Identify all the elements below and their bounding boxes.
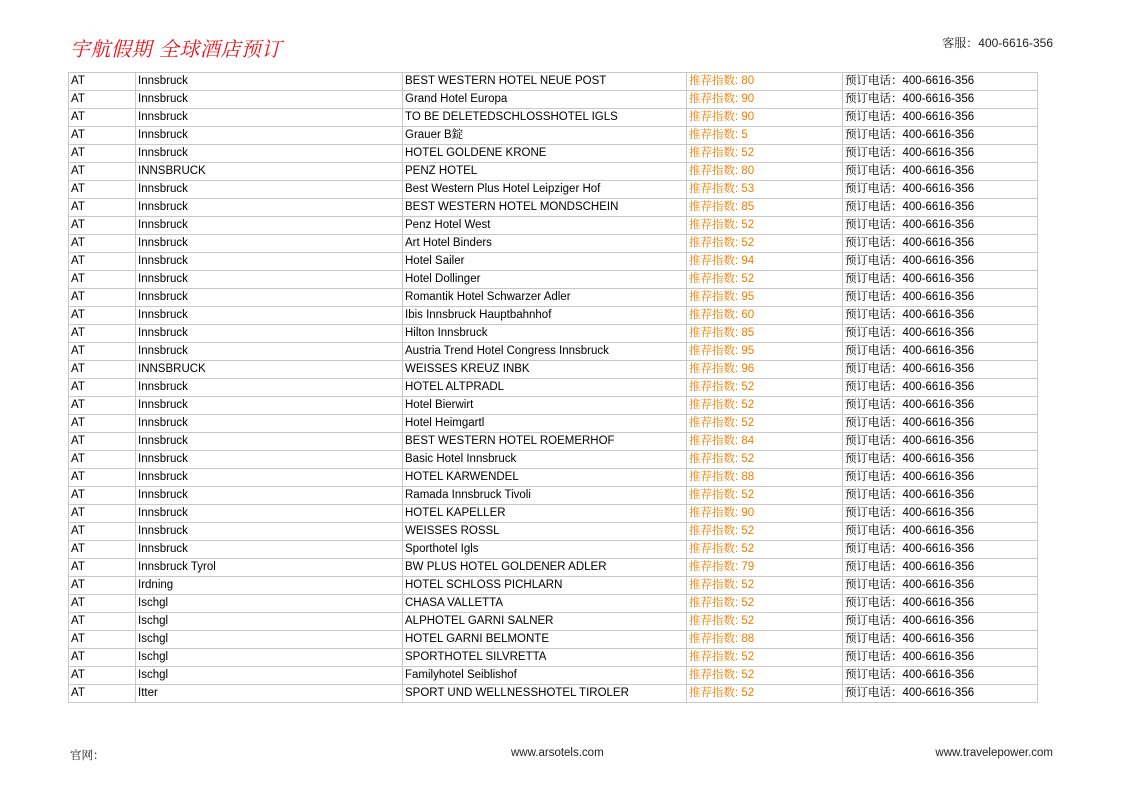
cell-hotel-name: Ibis Innsbruck Hauptbahnhof xyxy=(403,307,687,325)
cell-city: INNSBRUCK xyxy=(136,361,403,379)
cell-recommend-score: 推荐指数: 96 xyxy=(687,361,843,379)
cell-city: Innsbruck xyxy=(136,505,403,523)
cell-hotel-name: CHASA VALLETTA xyxy=(403,595,687,613)
hotel-table xyxy=(68,72,1038,703)
cell-hotel-name: Familyhotel Seiblishof xyxy=(403,667,687,685)
table-row xyxy=(69,415,1038,433)
cell-recommend-score: 推荐指数: 84 xyxy=(687,433,843,451)
cell-booking-phone: 预订电话：400-6616-356 xyxy=(843,199,1038,217)
cell-country: AT xyxy=(69,559,136,577)
cell-recommend-score: 推荐指数: 52 xyxy=(687,613,843,631)
cell-city: Innsbruck xyxy=(136,145,403,163)
table-row xyxy=(69,235,1038,253)
cell-booking-phone: 预订电话：400-6616-356 xyxy=(843,541,1038,559)
cell-booking-phone: 预订电话：400-6616-356 xyxy=(843,685,1038,703)
cell-city: INNSBRUCK xyxy=(136,163,403,181)
cell-booking-phone: 预订电话：400-6616-356 xyxy=(843,577,1038,595)
cell-booking-phone: 预订电话：400-6616-356 xyxy=(843,505,1038,523)
cell-booking-phone: 预订电话：400-6616-356 xyxy=(843,271,1038,289)
table-row xyxy=(69,487,1038,505)
cell-country: AT xyxy=(69,415,136,433)
table-row xyxy=(69,397,1038,415)
cell-hotel-name: Hotel Sailer xyxy=(403,253,687,271)
cell-hotel-name: BEST WESTERN HOTEL NEUE POST xyxy=(403,73,687,91)
cell-recommend-score: 推荐指数: 90 xyxy=(687,109,843,127)
table-row xyxy=(69,685,1038,703)
cell-city: Innsbruck xyxy=(136,73,403,91)
cell-country: AT xyxy=(69,199,136,217)
cell-booking-phone: 预订电话：400-6616-356 xyxy=(843,469,1038,487)
cell-country: AT xyxy=(69,235,136,253)
footer-website-label: 官网： xyxy=(70,750,105,762)
cell-booking-phone: 预订电话：400-6616-356 xyxy=(843,289,1038,307)
cell-city: Innsbruck xyxy=(136,451,403,469)
cell-country: AT xyxy=(69,469,136,487)
cell-recommend-score: 推荐指数: 52 xyxy=(687,523,843,541)
cell-booking-phone: 预订电话：400-6616-356 xyxy=(843,109,1038,127)
cell-booking-phone: 预订电话：400-6616-356 xyxy=(843,451,1038,469)
cell-hotel-name: WEISSES KREUZ INBK xyxy=(403,361,687,379)
cell-hotel-name: SPORTHOTEL SILVRETTA xyxy=(403,649,687,667)
cell-hotel-name: BEST WESTERN HOTEL MONDSCHEIN xyxy=(403,199,687,217)
table-row xyxy=(69,613,1038,631)
table-row xyxy=(69,253,1038,271)
table-row xyxy=(69,649,1038,667)
cell-recommend-score: 推荐指数: 95 xyxy=(687,343,843,361)
cell-city: Innsbruck xyxy=(136,541,403,559)
cell-country: AT xyxy=(69,181,136,199)
cell-recommend-score: 推荐指数: 60 xyxy=(687,307,843,325)
cell-country: AT xyxy=(69,379,136,397)
cell-city: Innsbruck xyxy=(136,343,403,361)
cell-recommend-score: 推荐指数: 94 xyxy=(687,253,843,271)
cell-country: AT xyxy=(69,91,136,109)
table-row xyxy=(69,307,1038,325)
cell-recommend-score: 推荐指数: 95 xyxy=(687,289,843,307)
cell-country: AT xyxy=(69,613,136,631)
cell-hotel-name: Hotel Bierwirt xyxy=(403,397,687,415)
table-row xyxy=(69,469,1038,487)
cell-hotel-name: BEST WESTERN HOTEL ROEMERHOF xyxy=(403,433,687,451)
cell-city: Ischgl xyxy=(136,649,403,667)
cell-booking-phone: 预订电话：400-6616-356 xyxy=(843,235,1038,253)
cell-recommend-score: 推荐指数: 52 xyxy=(687,685,843,703)
cell-recommend-score: 推荐指数: 52 xyxy=(687,649,843,667)
cell-city: Innsbruck xyxy=(136,487,403,505)
table-row xyxy=(69,109,1038,127)
cell-country: AT xyxy=(69,325,136,343)
cell-hotel-name: WEISSES ROSSL xyxy=(403,523,687,541)
cell-country: AT xyxy=(69,505,136,523)
cell-recommend-score: 推荐指数: 80 xyxy=(687,163,843,181)
cell-booking-phone: 预订电话：400-6616-356 xyxy=(843,523,1038,541)
cell-city: Itter xyxy=(136,685,403,703)
cell-hotel-name: HOTEL KARWENDEL xyxy=(403,469,687,487)
cell-hotel-name: HOTEL KAPELLER xyxy=(403,505,687,523)
cell-country: AT xyxy=(69,253,136,271)
table-row xyxy=(69,127,1038,145)
cell-booking-phone: 预订电话：400-6616-356 xyxy=(843,325,1038,343)
cell-city: Innsbruck Tyrol xyxy=(136,559,403,577)
cell-booking-phone: 预订电话：400-6616-356 xyxy=(843,595,1038,613)
cell-city: Innsbruck xyxy=(136,469,403,487)
cell-recommend-score: 推荐指数: 90 xyxy=(687,91,843,109)
cell-country: AT xyxy=(69,595,136,613)
cell-hotel-name: HOTEL GARNI BELMONTE xyxy=(403,631,687,649)
cell-city: Innsbruck xyxy=(136,109,403,127)
service-hotline: 客服：400-6616-356 xyxy=(942,36,1053,50)
cell-country: AT xyxy=(69,163,136,181)
cell-country: AT xyxy=(69,577,136,595)
cell-recommend-score: 推荐指数: 53 xyxy=(687,181,843,199)
cell-hotel-name: Hilton Innsbruck xyxy=(403,325,687,343)
cell-hotel-name: Ramada Innsbruck Tivoli xyxy=(403,487,687,505)
cell-booking-phone: 预订电话：400-6616-356 xyxy=(843,487,1038,505)
table-row xyxy=(69,343,1038,361)
table-row xyxy=(69,541,1038,559)
cell-city: Innsbruck xyxy=(136,271,403,289)
cell-city: Ischgl xyxy=(136,631,403,649)
cell-recommend-score: 推荐指数: 52 xyxy=(687,145,843,163)
table-row xyxy=(69,145,1038,163)
cell-hotel-name: TO BE DELETEDSCHLOSSHOTEL IGLS xyxy=(403,109,687,127)
cell-city: Innsbruck xyxy=(136,433,403,451)
cell-city: Innsbruck xyxy=(136,523,403,541)
cell-recommend-score: 推荐指数: 52 xyxy=(687,415,843,433)
cell-booking-phone: 预订电话：400-6616-356 xyxy=(843,181,1038,199)
cell-city: Innsbruck xyxy=(136,379,403,397)
cell-city: Ischgl xyxy=(136,667,403,685)
cell-country: AT xyxy=(69,145,136,163)
cell-booking-phone: 预订电话：400-6616-356 xyxy=(843,631,1038,649)
cell-hotel-name: HOTEL SCHLOSS PICHLARN xyxy=(403,577,687,595)
page-title: 宇航假期 全球酒店预订 xyxy=(70,37,282,61)
cell-hotel-name: Romantik Hotel Schwarzer Adler xyxy=(403,289,687,307)
cell-recommend-score: 推荐指数: 80 xyxy=(687,73,843,91)
cell-city: Innsbruck xyxy=(136,235,403,253)
cell-booking-phone: 预订电话：400-6616-356 xyxy=(843,667,1038,685)
table-row xyxy=(69,91,1038,109)
cell-country: AT xyxy=(69,487,136,505)
cell-city: Innsbruck xyxy=(136,127,403,145)
cell-booking-phone: 预订电话：400-6616-356 xyxy=(843,649,1038,667)
cell-city: Innsbruck xyxy=(136,397,403,415)
table-row xyxy=(69,505,1038,523)
cell-country: AT xyxy=(69,631,136,649)
cell-country: AT xyxy=(69,685,136,703)
cell-recommend-score: 推荐指数: 52 xyxy=(687,217,843,235)
cell-country: AT xyxy=(69,433,136,451)
cell-booking-phone: 预订电话：400-6616-356 xyxy=(843,415,1038,433)
cell-recommend-score: 推荐指数: 85 xyxy=(687,325,843,343)
cell-hotel-name: HOTEL ALTPRADL xyxy=(403,379,687,397)
table-row xyxy=(69,433,1038,451)
cell-recommend-score: 推荐指数: 52 xyxy=(687,379,843,397)
cell-hotel-name: Grand Hotel Europa xyxy=(403,91,687,109)
cell-recommend-score: 推荐指数: 79 xyxy=(687,559,843,577)
cell-city: Innsbruck xyxy=(136,307,403,325)
cell-country: AT xyxy=(69,73,136,91)
cell-hotel-name: HOTEL GOLDENE KRONE xyxy=(403,145,687,163)
cell-booking-phone: 预订电话：400-6616-356 xyxy=(843,145,1038,163)
cell-booking-phone: 预订电话：400-6616-356 xyxy=(843,253,1038,271)
cell-recommend-score: 推荐指数: 52 xyxy=(687,595,843,613)
cell-hotel-name: Penz Hotel West xyxy=(403,217,687,235)
cell-booking-phone: 预订电话：400-6616-356 xyxy=(843,73,1038,91)
cell-recommend-score: 推荐指数: 88 xyxy=(687,631,843,649)
table-row xyxy=(69,559,1038,577)
cell-hotel-name: ALPHOTEL GARNI SALNER xyxy=(403,613,687,631)
cell-city: Innsbruck xyxy=(136,91,403,109)
table-row xyxy=(69,361,1038,379)
cell-country: AT xyxy=(69,397,136,415)
cell-booking-phone: 预订电话：400-6616-356 xyxy=(843,559,1038,577)
cell-booking-phone: 预订电话：400-6616-356 xyxy=(843,613,1038,631)
table-row xyxy=(69,667,1038,685)
table-row xyxy=(69,379,1038,397)
cell-recommend-score: 推荐指数: 5 xyxy=(687,127,843,145)
table-row xyxy=(69,163,1038,181)
table-row xyxy=(69,289,1038,307)
cell-booking-phone: 预订电话：400-6616-356 xyxy=(843,361,1038,379)
cell-booking-phone: 预订电话：400-6616-356 xyxy=(843,217,1038,235)
cell-city: Innsbruck xyxy=(136,325,403,343)
table-row xyxy=(69,181,1038,199)
cell-recommend-score: 推荐指数: 52 xyxy=(687,271,843,289)
cell-city: Ischgl xyxy=(136,613,403,631)
cell-country: AT xyxy=(69,523,136,541)
cell-country: AT xyxy=(69,361,136,379)
cell-country: AT xyxy=(69,649,136,667)
cell-recommend-score: 推荐指数: 85 xyxy=(687,199,843,217)
cell-booking-phone: 预订电话：400-6616-356 xyxy=(843,91,1038,109)
cell-city: Innsbruck xyxy=(136,415,403,433)
cell-hotel-name: Hotel Heimgartl xyxy=(403,415,687,433)
cell-hotel-name: Basic Hotel Innsbruck xyxy=(403,451,687,469)
cell-recommend-score: 推荐指数: 52 xyxy=(687,577,843,595)
table-row xyxy=(69,451,1038,469)
cell-hotel-name: Grauer B錠 xyxy=(403,127,687,145)
table-row xyxy=(69,631,1038,649)
cell-city: Innsbruck xyxy=(136,253,403,271)
cell-city: Ischgl xyxy=(136,595,403,613)
cell-country: AT xyxy=(69,343,136,361)
cell-country: AT xyxy=(69,109,136,127)
cell-booking-phone: 预订电话：400-6616-356 xyxy=(843,397,1038,415)
cell-booking-phone: 预订电话：400-6616-356 xyxy=(843,379,1038,397)
table-row xyxy=(69,73,1038,91)
table-row xyxy=(69,271,1038,289)
hotel-table-body xyxy=(69,73,1038,703)
cell-recommend-score: 推荐指数: 52 xyxy=(687,541,843,559)
cell-hotel-name: Sporthotel Igls xyxy=(403,541,687,559)
cell-hotel-name: Austria Trend Hotel Congress Innsbruck xyxy=(403,343,687,361)
cell-city: Innsbruck xyxy=(136,217,403,235)
cell-booking-phone: 预订电话：400-6616-356 xyxy=(843,163,1038,181)
cell-city: Innsbruck xyxy=(136,181,403,199)
cell-booking-phone: 预订电话：400-6616-356 xyxy=(843,307,1038,325)
cell-recommend-score: 推荐指数: 52 xyxy=(687,487,843,505)
cell-hotel-name: Best Western Plus Hotel Leipziger Hof xyxy=(403,181,687,199)
cell-hotel-name: PENZ HOTEL xyxy=(403,163,687,181)
cell-booking-phone: 预订电话：400-6616-356 xyxy=(843,127,1038,145)
table-row xyxy=(69,217,1038,235)
table-row xyxy=(69,577,1038,595)
cell-country: AT xyxy=(69,127,136,145)
cell-recommend-score: 推荐指数: 88 xyxy=(687,469,843,487)
cell-country: AT xyxy=(69,307,136,325)
cell-country: AT xyxy=(69,541,136,559)
cell-recommend-score: 推荐指数: 52 xyxy=(687,397,843,415)
cell-recommend-score: 推荐指数: 52 xyxy=(687,667,843,685)
cell-recommend-score: 推荐指数: 90 xyxy=(687,505,843,523)
table-row xyxy=(69,199,1038,217)
table-row xyxy=(69,523,1038,541)
cell-hotel-name: SPORT UND WELLNESSHOTEL TIROLER xyxy=(403,685,687,703)
cell-hotel-name: BW PLUS HOTEL GOLDENER ADLER xyxy=(403,559,687,577)
cell-city: Irdning xyxy=(136,577,403,595)
cell-country: AT xyxy=(69,451,136,469)
cell-country: AT xyxy=(69,271,136,289)
cell-hotel-name: Hotel Dollinger xyxy=(403,271,687,289)
cell-recommend-score: 推荐指数: 52 xyxy=(687,451,843,469)
cell-country: AT xyxy=(69,289,136,307)
table-row xyxy=(69,325,1038,343)
cell-hotel-name: Art Hotel Binders xyxy=(403,235,687,253)
cell-booking-phone: 预订电话：400-6616-356 xyxy=(843,433,1038,451)
cell-city: Innsbruck xyxy=(136,199,403,217)
footer-link-arsotels[interactable]: www.arsotels.com xyxy=(511,747,604,759)
footer-link-travelepower[interactable]: www.travelepower.com xyxy=(935,747,1053,759)
cell-booking-phone: 预订电话：400-6616-356 xyxy=(843,343,1038,361)
cell-recommend-score: 推荐指数: 52 xyxy=(687,235,843,253)
cell-city: Innsbruck xyxy=(136,289,403,307)
table-row xyxy=(69,595,1038,613)
cell-country: AT xyxy=(69,217,136,235)
cell-country: AT xyxy=(69,667,136,685)
